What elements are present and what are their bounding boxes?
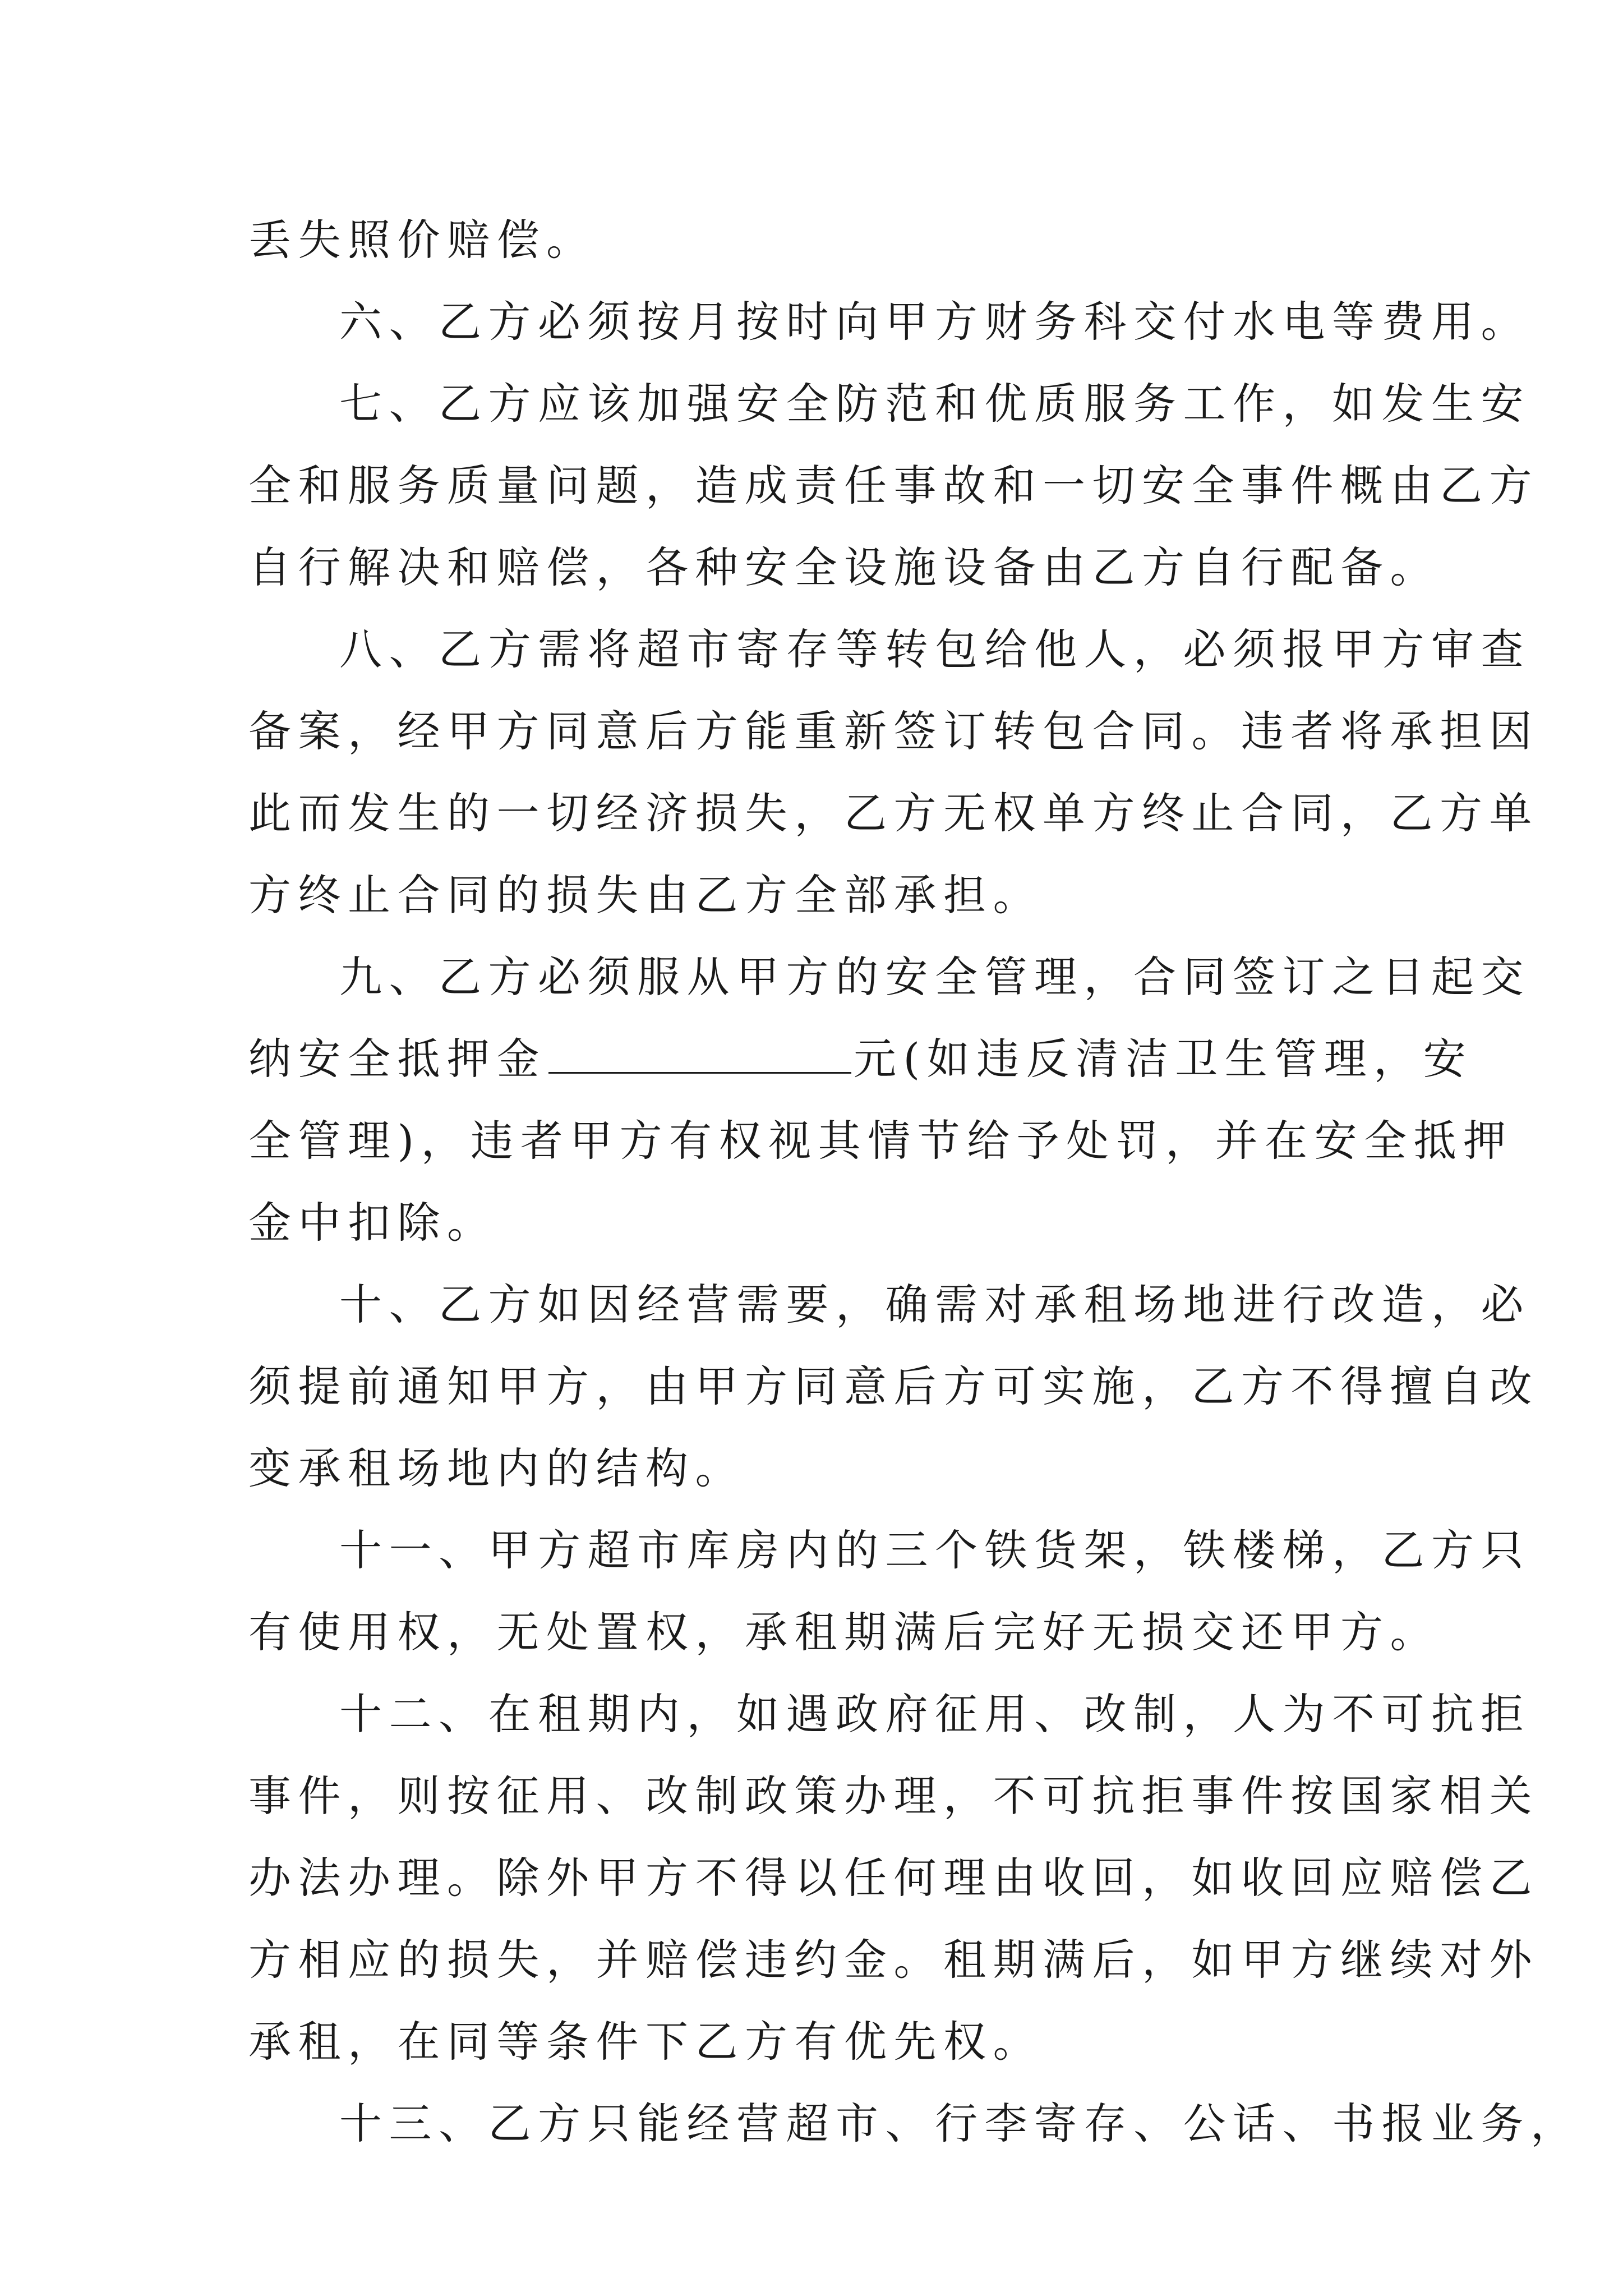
text-line: 九、乙方必须服从甲方的安全管理，合同签订之日起交 bbox=[339, 952, 1530, 1002]
text-line: 事件，则按征用、改制政策办理，不可抗拒事件按国家相关 bbox=[248, 1771, 1539, 1821]
text-line: 八、乙方需将超市寄存等转包给他人，必须报甲方审查 bbox=[339, 624, 1530, 674]
text-segment: 元(如违反清洁卫生管理，安 bbox=[854, 1034, 1473, 1084]
text-line-with-blank bbox=[248, 1031, 1473, 1087]
text-line: 六、乙方必须按月按时向甲方财务科交付水电等费用。 bbox=[339, 297, 1530, 347]
text-line: 承租，在同等条件下乙方有优先权。 bbox=[248, 2017, 1043, 2067]
text-line: 全管理)，违者甲方有权视其情节给予处罚，并在安全抵押 bbox=[248, 1116, 1513, 1166]
text-line: 十、乙方如因经营需要，确需对承租场地进行改造，必 bbox=[339, 1280, 1530, 1329]
text-line: 全和服务质量问题，造成责任事故和一切安全事件概由乙方 bbox=[248, 461, 1539, 510]
text-line: 此而发生的一切经济损失，乙方无权单方终止合同，乙方单 bbox=[248, 788, 1539, 838]
text-line: 有使用权，无处置权，承租期满后完好无损交还甲方。 bbox=[248, 1607, 1440, 1657]
deposit-amount-blank bbox=[548, 1038, 851, 1074]
text-line: 办法办理。除外甲方不得以任何理由收回，如收回应赔偿乙 bbox=[248, 1853, 1539, 1903]
text-line: 须提前通知甲方，由甲方同意后方可实施，乙方不得擅自改 bbox=[248, 1361, 1539, 1411]
text-line: 备案，经甲方同意后方能重新签订转包合同。违者将承担因 bbox=[248, 706, 1539, 756]
text-line: 十二、在租期内，如遇政府征用、改制，人为不可抗拒 bbox=[339, 1689, 1530, 1739]
text-line: 金中扣除。 bbox=[248, 1198, 497, 1248]
text-line: 变承租场地内的结构。 bbox=[248, 1443, 745, 1493]
text-line: 方终止合同的损失由乙方全部承担。 bbox=[248, 870, 1043, 920]
text-line: 七、乙方应该加强安全防范和优质服务工作，如发生安 bbox=[339, 379, 1530, 429]
text-line: 方相应的损失，并赔偿违约金。租期满后，如甲方继续对外 bbox=[248, 1935, 1539, 1985]
text-line: 十三、乙方只能经营超市、行李寄存、公话、书报业务， bbox=[339, 2099, 1580, 2148]
text-line: 丢失照价赔偿。 bbox=[248, 215, 596, 265]
text-line: 自行解决和赔偿，各种安全设施设备由乙方自行配备。 bbox=[248, 542, 1440, 592]
text-segment: 纳安全抵押金 bbox=[248, 1034, 546, 1084]
text-line: 十一、甲方超市库房内的三个铁货架，铁楼梯，乙方只 bbox=[339, 1525, 1530, 1575]
